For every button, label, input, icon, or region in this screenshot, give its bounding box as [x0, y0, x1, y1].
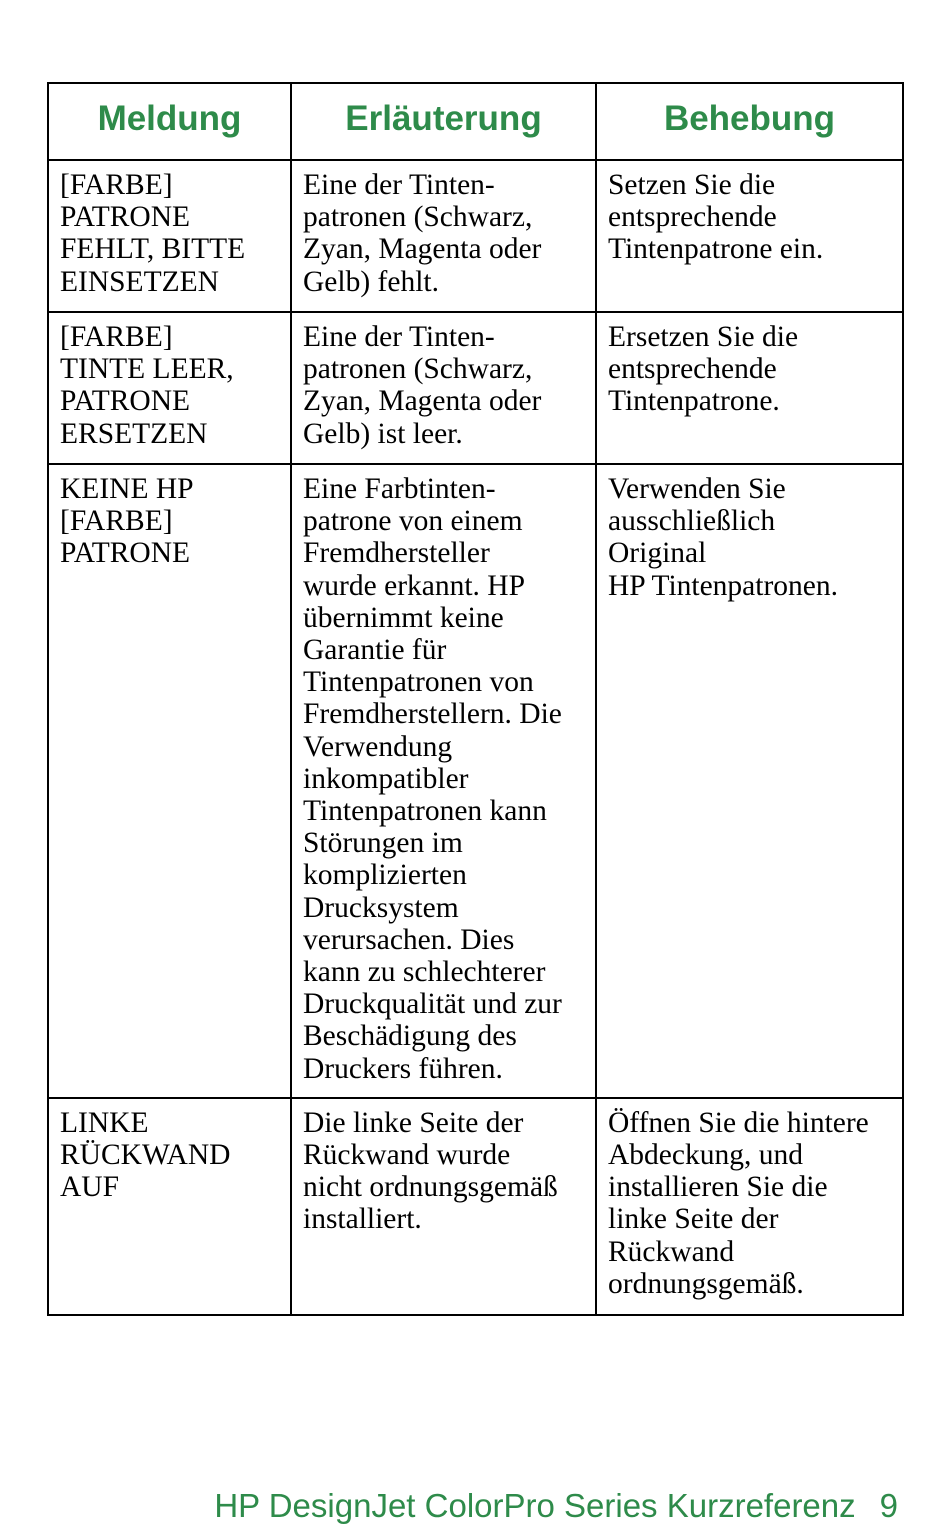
table-body: [48, 160, 903, 1315]
cell-meldung: [48, 464, 291, 1098]
cell-meldung: [48, 312, 291, 464]
meldung-text: [FARBE] TINTE LEER, PATRONE ERSETZEN: [60, 321, 234, 450]
cell-behebung: [596, 1098, 903, 1315]
cell-erlaeuterung: [291, 160, 596, 312]
cell-erlaeuterung: [291, 464, 596, 1098]
cell-erlaeuterung: [291, 1098, 596, 1315]
table-row: [48, 312, 903, 464]
footer-title: HP DesignJet ColorPro Series Kurzreferenz: [214, 1487, 856, 1524]
page-footer: [214, 1487, 898, 1525]
behebung-text: Verwenden Sie ausschließlich Original HP Tintenpatronen.: [608, 473, 839, 602]
behebung-text: Öffnen Sie die hintere Abdeckung, und installieren Sie die linke Seite der Rückwand ordnungsgemäß.: [608, 1106, 869, 1300]
erlaeuterung-text: Eine der Tinten- patronen (Schwarz, Zyan, Magenta oder Gelb) fehlt.: [303, 169, 542, 298]
cell-meldung: [48, 1098, 291, 1315]
cell-meldung: [48, 160, 291, 312]
erlaeuterung-text: Eine Farbtinten- patrone von einem Fremdhersteller wurde erkannt. HP übernimmt keine Garantie für Tintenpatronen von Fremdherstellern. Die Verwendung inkompatibler Tintenpatronen kann Störungen im komplizierten Drucksystem verursachen. Dies kann zu schlechterer Druckqualität und zur Beschädigung des Druckers führen.: [303, 473, 562, 1085]
table-row: [48, 464, 903, 1098]
cell-behebung: [596, 464, 903, 1098]
table-header: [48, 83, 903, 160]
behebung-text: Setzen Sie die entsprechende Tintenpatrone ein.: [608, 169, 824, 266]
erlaeuterung-text: Eine der Tinten- patronen (Schwarz, Zyan, Magenta oder Gelb) ist leer.: [303, 321, 542, 450]
header-meldung: Meldung: [48, 83, 291, 160]
meldung-text: KEINE HP [FARBE] PATRONE: [60, 473, 194, 570]
header-behebung: Behebung: [596, 83, 903, 160]
cell-behebung: [596, 312, 903, 464]
meldung-text: [FARBE] PATRONE FEHLT, BITTE EINSETZEN: [60, 169, 246, 298]
cell-erlaeuterung: [291, 312, 596, 464]
table-row: [48, 160, 903, 312]
behebung-text: Ersetzen Sie die entsprechende Tintenpatrone.: [608, 321, 799, 418]
cell-behebung: [596, 160, 903, 312]
table-header-row: [48, 83, 903, 160]
meldung-text: LINKE RÜCKWAND AUF: [60, 1106, 231, 1204]
erlaeuterung-text: Die linke Seite der Rückwand wurde nicht ordnungsgemäß installiert.: [303, 1106, 558, 1236]
header-erlaeuterung: Erläuterung: [291, 83, 596, 160]
message-table: [47, 82, 904, 1316]
page-number: 9: [879, 1487, 898, 1524]
table-row: [48, 1098, 903, 1315]
